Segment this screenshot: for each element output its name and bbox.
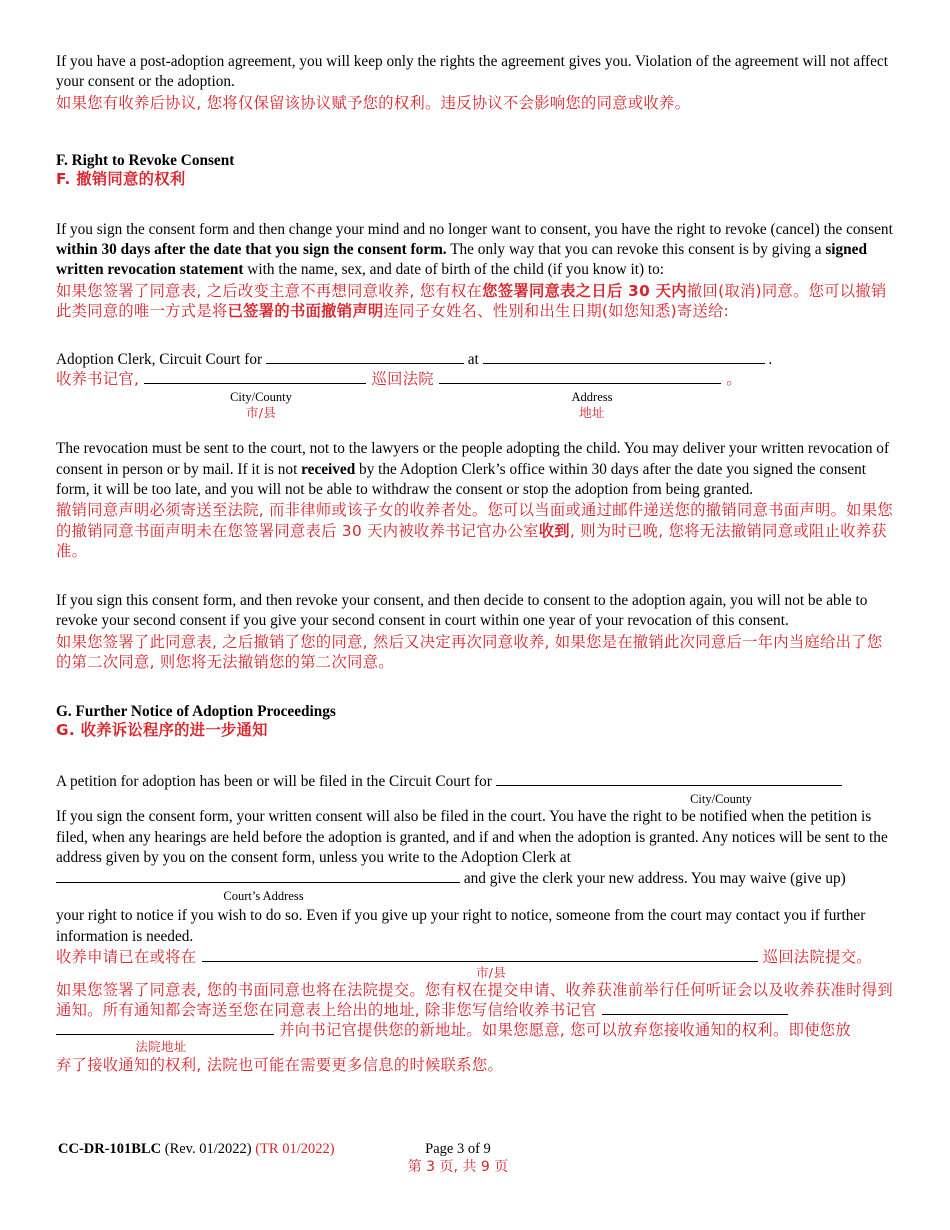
court-address-line: and give the clerk your new address. You may waive (give up) Court’s Address bbox=[56, 868, 896, 906]
section-f-heading-zh: F. 撤销同意的权利 bbox=[56, 169, 186, 188]
court-address-caption-zh: 法院地址 bbox=[135, 1039, 187, 1055]
court-address-line-zh: 并向书记官提供您的新地址。如果您愿意, 您可以放弃您接收通知的权利。即使您放 法院地址 bbox=[56, 1020, 896, 1055]
clerk-city-field[interactable] bbox=[266, 349, 464, 364]
clerk-address-field-zh[interactable] bbox=[439, 369, 721, 384]
petition-city-field[interactable] bbox=[496, 771, 842, 786]
petition-line bbox=[56, 771, 896, 807]
document-page bbox=[56, 52, 896, 1076]
petition-label-en: A petition for adoption has been or will be filed in the Circuit Court for bbox=[56, 773, 492, 791]
section-g-p1-en-c: your right to notice if you wish to do so. Even if you give up your right to notice, someone from the court may contact you if further information is needed. bbox=[56, 907, 866, 945]
petition-label-zh: 收养申请已在或将在 bbox=[56, 947, 197, 966]
section-g-p1-zh-c: 弃了接收通知的权利, 法院也可能在需要更多信息的时候联系您。 bbox=[56, 1056, 504, 1075]
clerk-address-field[interactable] bbox=[483, 349, 765, 364]
section-f-p1-zh: 如果您签署了同意表, 之后改变主意不再想同意收养, 您有权在您签署同意表之日后 30 天内撤回(取消)同意。您可以撤销此类同意的唯一方式是将已签署的书面撤销声明连同子女姓名、性别和出生日期(如您知悉)寄送给: bbox=[56, 281, 887, 321]
section-f-heading: F. Right to Revoke Consent bbox=[56, 151, 235, 169]
city-county-caption-zh: 市/县 bbox=[245, 405, 277, 421]
section-g-heading: G. Further Notice of Adoption Proceedings bbox=[56, 703, 336, 721]
court-address-field[interactable] bbox=[56, 868, 460, 883]
page-number-zh: 第 3 页, 共 9 页 bbox=[407, 1159, 509, 1175]
section-g-p1-zh-a-row bbox=[56, 980, 896, 1000]
form-id: CC-DR-101BLC bbox=[58, 1141, 162, 1157]
section-f-p2-en: The revocation must be sent to the court, not to the lawyers or the people adopting the child. You may deliver your written revocation of consent in person or by mail. If it is not received by the Adoption Clerk’s office within 30 days after the date you signed the consent form, it will be too late, and you will not be able to withdraw the consent or stop the adoption from being granted. bbox=[56, 440, 890, 498]
clerk-label-zh: 收养书记官, bbox=[56, 370, 140, 389]
section-f-p1-en: If you sign the consent form and then change your mind and no longer want to consent, you have the right to revoke (cancel) the consent within 30 days after the date that you sign the consent form. The only way that you can revoke this consent is by giving a signed written revocation statement with the name, sex, and date of birth of the child (if you know it) to: bbox=[56, 220, 893, 279]
clerk-city-field-zh[interactable] bbox=[144, 369, 366, 384]
section-g-p1-en-a: If you sign the consent form, your written consent will also be filed in the court. You have the right to be notified when the petition is filed, when any hearings are held before the adoption is granted, and if and when the adoption is granted. Any notices will be sent to the address given by you on the consent form, unless you write to the Adoption Clerk at bbox=[56, 808, 888, 866]
court-address-caption: Court’s Address bbox=[223, 889, 304, 904]
intro-zh: 如果您有收养后协议, 您将仅保留该协议赋予您的权利。违反协议不会影响您的同意或收养。 bbox=[56, 93, 691, 112]
clerk-label-en: Adoption Clerk, Circuit Court for bbox=[56, 351, 263, 369]
court-label-zh: 巡回法院 bbox=[371, 370, 434, 389]
translation-revision: (TR 01/2022) bbox=[255, 1141, 335, 1157]
section-g-heading-zh: G. 收养诉讼程序的进一步通知 bbox=[56, 721, 268, 740]
petition-line-zh: 收养申请已在或将在 巡回法院提交。 市/县 bbox=[56, 947, 872, 980]
petition-city-field-zh[interactable] bbox=[202, 947, 758, 962]
petition-city-caption-zh: 市/县 bbox=[475, 964, 507, 980]
city-county-caption: City/County bbox=[230, 390, 292, 405]
petition-city-caption: City/County bbox=[690, 792, 752, 807]
section-f-p3-en: If you sign this consent form, and then revoke your consent, and then decide to consent to the adoption again, you will not be able to revoke your second consent if you give your second consent in court within one year of your revocation of this consent. bbox=[56, 592, 868, 630]
section-f-p3-zh: 如果您签署了此同意表, 之后撤销了您的同意, 然后又决定再次同意收养, 如果您是在撤销此次同意后一年内当庭给出了您的第二次同意, 则您将无法撤销您的第二次同意。 bbox=[56, 632, 883, 672]
at-label: at bbox=[467, 351, 479, 369]
section-g-p1-zh: 如果您签署了同意表, 您的书面同意也将在法院提交。您有权在提交申请、收养获准前举行任何听证会以及收养获准时得到通知。所有通知都会寄送至您在同意表上给出的地址, 除非您写信给收养书记官 bbox=[56, 980, 893, 1020]
address-caption-zh: 地址 bbox=[579, 405, 605, 421]
address-caption: Address bbox=[571, 390, 613, 405]
intro-en: If you have a post-adoption agreement, you will keep only the rights the agreement gives you. Violation of the agreement will not affect your consent or the adoption. bbox=[56, 53, 888, 91]
section-f-p2-zh: 撤销同意声明必须寄送至法院, 而非律师或该子女的收养者处。您可以当面或通过邮件递送您的撤销同意书面声明。如果您的撤销同意书面声明未在您签署同意表后 30 天内被收养书记官办公室收到, 则为时已晚, 您将无法撤销同意或阻止收养获准。 bbox=[56, 501, 893, 560]
clerk-address-block: Adoption Clerk, Circuit Court for at . 收养书记官, 巡回法院 。 City/County 市/县 Address 地址 bbox=[56, 351, 773, 421]
court-address-field-zh[interactable] bbox=[602, 1000, 788, 1015]
court-address-field-zh-2[interactable] bbox=[56, 1020, 274, 1035]
form-revision: (Rev. 01/2022) bbox=[164, 1141, 252, 1157]
page-number: Page 3 of 9 bbox=[425, 1141, 491, 1157]
